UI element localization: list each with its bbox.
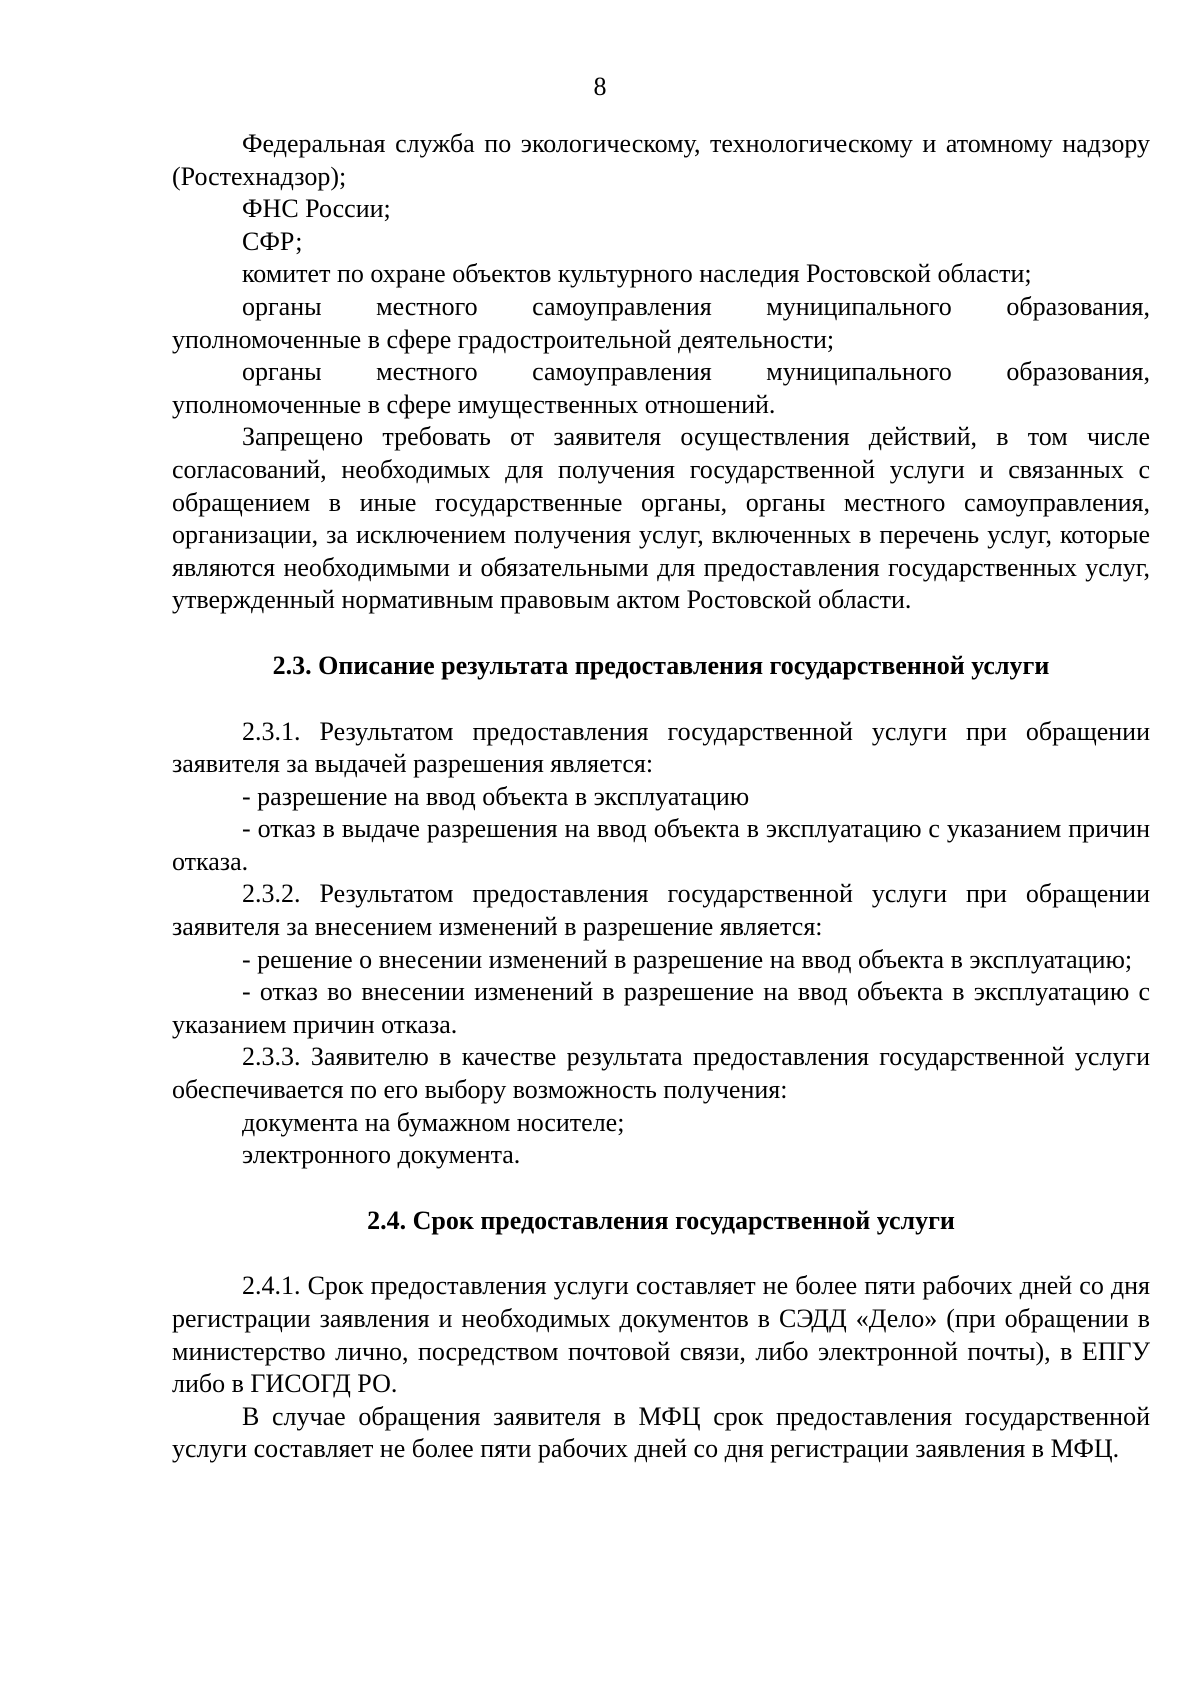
- spacer: [172, 1237, 1150, 1270]
- list-item: документа на бумажном носителе;: [242, 1107, 625, 1137]
- paragraph: комитет по охране объектов культурного наследия Ростовской области;: [242, 259, 1032, 289]
- spacer: [172, 683, 1150, 716]
- document-body: [172, 128, 1150, 1466]
- paragraph: В случае обращения заявителя в МФЦ срок предоставления государственной услуги составляет не более пяти рабочих дней со дня регистрации заявления в МФЦ.: [172, 1401, 1150, 1464]
- spacer: [172, 1172, 1150, 1205]
- list-item: - решение о внесении изменений в разрешение на ввод объекта в эксплуатацию;: [242, 944, 1133, 974]
- list-item: электронного документа.: [242, 1140, 521, 1170]
- paragraph: органы местного самоуправления муниципального образования, уполномоченные в сфере градостроительной деятельности;: [172, 291, 1150, 354]
- section-heading-2-3: 2.3. Описание результата предоставления государственной услуги: [272, 650, 1050, 680]
- paragraph: Федеральная служба по экологическому, технологическому и атомному надзору (Ростехнадзор);: [172, 129, 1150, 191]
- paragraph: органы местного самоуправления муниципального образования, уполномоченные в сфере имущественных отношений.: [172, 357, 1150, 419]
- page-number: 8: [593, 72, 607, 101]
- spacer: [172, 617, 1150, 650]
- paragraph: 2.3.1. Результатом предоставления государственной услуги при обращении заявителя за выдачей разрешения является:: [172, 716, 1150, 779]
- list-item: - отказ в выдаче разрешения на ввод объекта в эксплуатацию с указанием причин отказа.: [172, 814, 1150, 876]
- list-item: - разрешение на ввод объекта в эксплуатацию: [242, 781, 750, 811]
- section-heading-2-4: 2.4. Срок предоставления государственной услуги: [367, 1205, 955, 1235]
- paragraph: Запрещено требовать от заявителя осуществления действий, в том числе согласований, необходимых для получения государственной услуги и связанных с обращением в иные государственные органы, органы местного самоуправления, организации, за исключением получения услуг, включенных в перечень услуг, которые являются необходимыми и обязательными для предоставления государственных услуг, утвержденный нормативным правовым актом Ростовской области.: [172, 422, 1150, 615]
- paragraph: 2.3.2. Результатом предоставления государственной услуги при обращении заявителя за внесением изменений в разрешение является:: [172, 879, 1150, 942]
- paragraph: СФР;: [242, 226, 303, 256]
- paragraph: 2.4.1. Срок предоставления услуги составляет не более пяти рабочих дней со дня регистрации заявления и необходимых документов в СЭДД «Дело» (при обращении в министерство лично, посредством почтовой связи, либо электронной почты), в ЕПГУ либо в ГИСОГД РО.: [172, 1271, 1150, 1399]
- list-item: - отказ во внесении изменений в разрешение на ввод объекта в эксплуатацию с указанием причин отказа.: [172, 977, 1150, 1039]
- paragraph: 2.3.3. Заявителю в качестве результата предоставления государственной услуги обеспечивается по его выбору возможность получения:: [172, 1042, 1150, 1105]
- paragraph: ФНС России;: [242, 194, 391, 224]
